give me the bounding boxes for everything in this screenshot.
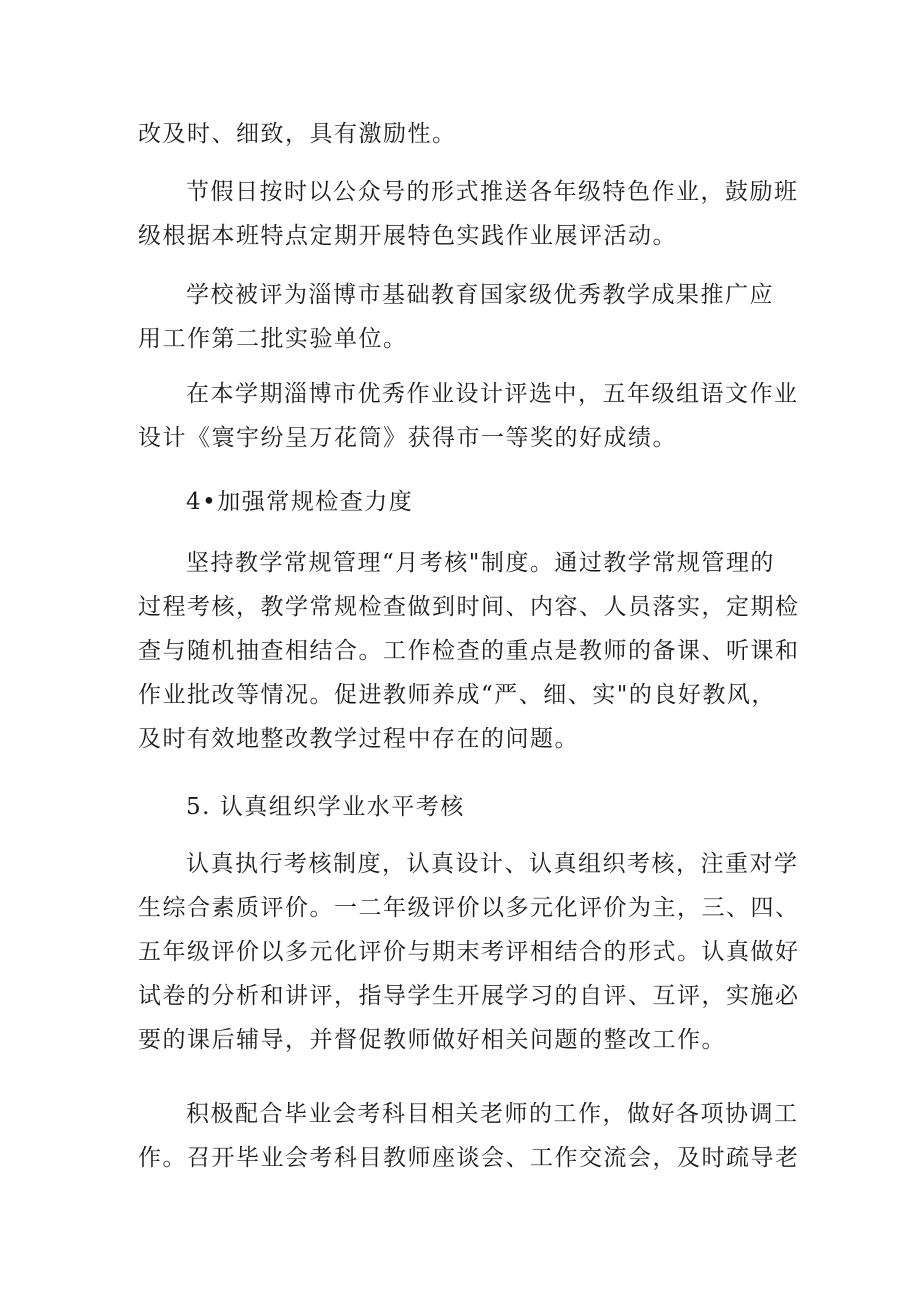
text-line: 过程考核，教学常规检查做到时间、内容、人员落实，定期检 <box>138 594 800 620</box>
text-line: 查与随机抽查相结合。工作检查的重点是教师的备课、听课和 <box>138 638 800 664</box>
text-line: 五年级评价以多元化评价与期末考评相结合的形式。认真做好 <box>138 939 800 965</box>
text-line: 及时有效地整改教学过程中存在的问题。 <box>138 726 579 752</box>
text-line: 用工作第二批实验单位。 <box>138 326 408 352</box>
paragraph-3 <box>138 273 798 361</box>
paragraph-6 <box>138 842 798 1062</box>
paragraph-1 <box>138 112 798 156</box>
paragraph-2 <box>138 170 798 258</box>
section-heading-5: 5. 认真组织学业水平考核 <box>186 794 465 820</box>
paragraph-5 <box>138 541 798 761</box>
text-line: 作业批改等情况。促进教师养成“严、细、实"的良好教风， <box>138 682 776 708</box>
paragraph-7 <box>138 1092 798 1180</box>
text-line: 试卷的分析和讲评，指导学生开展学习的自评、互评，实施必 <box>138 983 800 1009</box>
text-line: 作。召开毕业会考科目教师座谈会、工作交流会，及时疏导老 <box>138 1145 800 1171</box>
text-line: 级根据本班特点定期开展特色实践作业展评活动。 <box>138 223 677 249</box>
text-line: 在本学期淄博市优秀作业设计评选中，五年级组语文作业 <box>186 381 799 407</box>
text-line: 设计《寰宇纷呈万花筒》获得市一等奖的好成绩。 <box>138 425 677 451</box>
text-line: 学校被评为淄博市基础教育国家级优秀教学成果推广应 <box>186 282 774 308</box>
text-line: 节假日按时以公众号的形式推送各年级特色作业，鼓励班 <box>186 179 799 205</box>
text-line: 生综合素质评价。一二年级评价以多元化评价为主，三、四、 <box>138 895 800 921</box>
paragraph-4 <box>138 372 798 460</box>
text-line: 坚持教学常规管理“月考核"制度。通过教学常规管理的 <box>186 550 775 576</box>
text-line: 认真执行考核制度，认真设计、认真组织考核，注重对学 <box>186 851 799 877</box>
text-line: 要的课后辅导，并督促教师做好相关问题的整改工作。 <box>138 1027 726 1053</box>
text-line: 改及时、细致，具有激励性。 <box>138 121 457 147</box>
section-heading-4: 4•加强常规检查力度 <box>186 489 414 515</box>
text-line: 积极配合毕业会考科目相关老师的工作，做好各项协调工 <box>186 1101 799 1127</box>
